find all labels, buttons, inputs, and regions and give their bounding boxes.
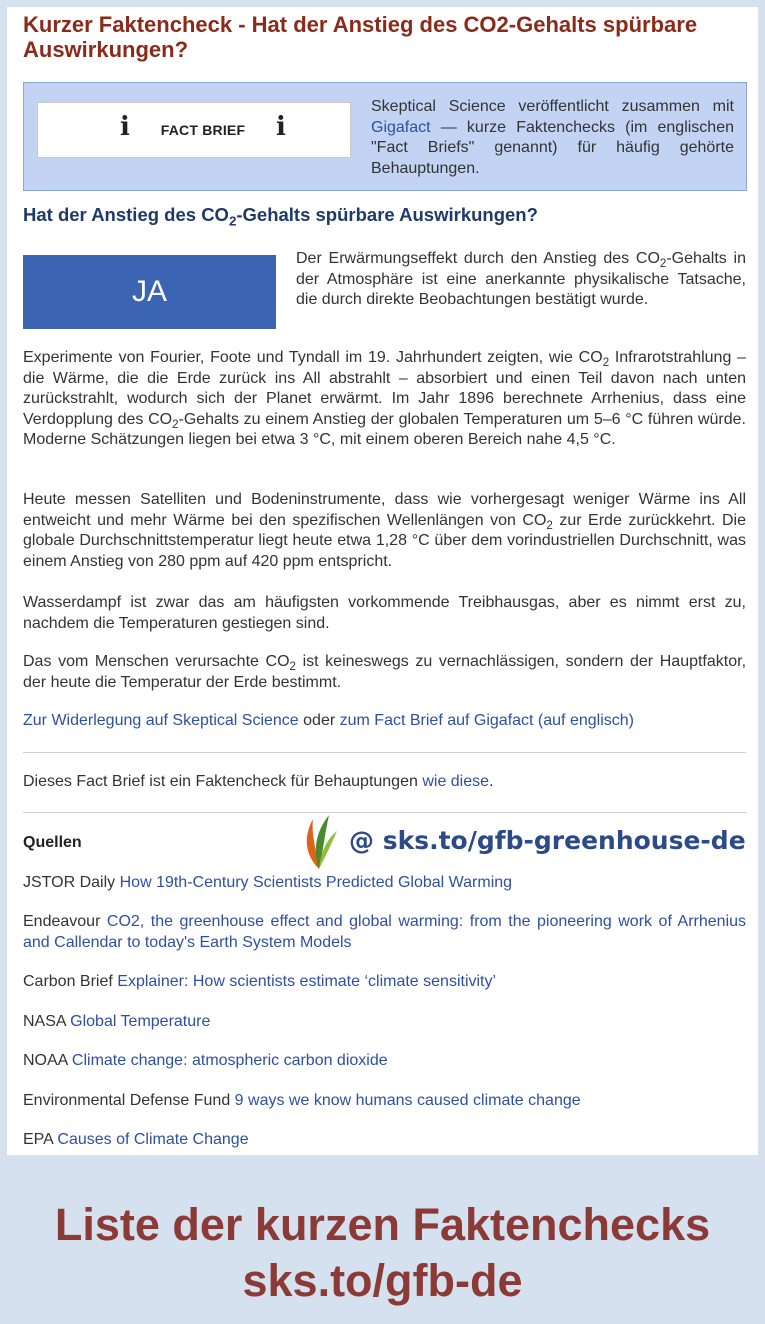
info-icon: i [120, 112, 130, 142]
source-link[interactable]: Explainer: How scientists estimate ‘climate sensitivity’ [117, 973, 497, 990]
footer-banner [0, 1197, 765, 1309]
gigafact-link[interactable]: Gigafact [371, 118, 431, 136]
source-link[interactable]: Climate change: atmospheric carbon dioxide [71, 1052, 388, 1069]
claim-text-start: Dieses Fact Brief ist ein Faktencheck für Behauptungen [23, 773, 423, 790]
para2-text-b: zur Erde zurückkehrt. Die globale Durchschnittstemperatur liegt heute etwa 1,28 °C über dem vorindustriellen Durchschnitt, was einem Anstieg von 280 ppm auf 420 ppm entspricht. [23, 511, 747, 570]
further-links-line [23, 711, 746, 732]
source-name: JSTOR Daily [23, 874, 120, 891]
intro-subscript: 2 [659, 258, 667, 271]
para1-subscript-1: 2 [602, 357, 610, 370]
question-text-end: -Gehalts spürbare Auswirkungen? [236, 204, 538, 225]
source-item [23, 972, 746, 993]
page-title: Kurzer Faktencheck - Hat der Anstieg des CO2-Gehalts spürbare Auswirkungen? [23, 12, 698, 62]
fact-brief-description [371, 97, 734, 179]
intro-text-start: Der Erwärmungseffekt durch den Anstieg des CO [296, 250, 660, 267]
source-name: EPA [23, 1131, 58, 1148]
question-heading [23, 204, 743, 229]
source-item [23, 1051, 746, 1072]
fact-brief-badge [37, 102, 351, 158]
source-link[interactable]: How 19th-Century Scientists Predicted Global Warming [119, 874, 513, 891]
sources-heading: Quellen [23, 834, 82, 851]
shortlink-handle: @ sks.to/gfb-greenhouse-de [349, 826, 746, 855]
para1-text-a: Experimente von Fourier, Foote und Tyndall im 19. Jahrhundert zeigten, wie CO [23, 349, 603, 366]
skeptical-science-logo-icon [299, 811, 339, 871]
fact-brief-label: FACT BRIEF [160, 122, 246, 138]
intro-text-end: -Gehalts in der Atmosphäre ist eine anerkannte physikalische Tatsache, die durch direkte Beobachtungen bestätigt wurde. [296, 250, 746, 308]
claim-text-end: . [489, 773, 494, 790]
source-name: NOAA [23, 1052, 72, 1069]
footer-url: sks.to/gfb-de [242, 1255, 523, 1306]
links-connector: oder [298, 712, 340, 729]
paragraph-history [23, 348, 746, 451]
source-name: NASA [23, 1013, 71, 1030]
para4-text-a: Das vom Menschen verursachte CO [23, 653, 290, 670]
source-name: Endeavour [23, 913, 107, 930]
source-link[interactable]: Global Temperature [70, 1013, 211, 1030]
source-item [23, 1012, 746, 1033]
skeptical-science-link[interactable]: Zur Widerlegung auf Skeptical Science [23, 712, 299, 729]
source-item [23, 1091, 746, 1112]
claims-link[interactable]: wie diese [422, 773, 490, 790]
para4-subscript: 2 [289, 661, 296, 674]
para2-text-a: Heute messen Satelliten und Bodeninstrumente, dass wie vorhergesagt weniger Wärme ins All entweicht und mehr Wärme bei den spezifischen Wellenlängen von CO [23, 491, 746, 529]
brief-text-end: — kurze Faktenchecks (im englischen "Fact Briefs" genannt) für häufig gehörte Behauptungen. [371, 118, 734, 177]
brief-text-start: Skeptical Science veröffentlicht zusammen mit [371, 98, 734, 115]
source-item [23, 1130, 746, 1151]
footer-title: Liste der kurzen Faktenchecks [54, 1199, 711, 1250]
gigafact-brief-link[interactable]: zum Fact Brief auf Gigafact (auf englisch) [339, 712, 634, 729]
question-text-start: Hat der Anstieg des CO [23, 204, 229, 225]
claim-line [23, 772, 746, 793]
info-icon: i [276, 112, 286, 142]
source-link[interactable]: Causes of Climate Change [57, 1131, 249, 1148]
source-name: Environmental Defense Fund [23, 1092, 235, 1109]
source-link[interactable]: CO2, the greenhouse effect and global warming: from the pioneering work of Arrhenius and Callendar to today's Earth System Models [23, 913, 746, 951]
answer-badge: JA [23, 255, 276, 329]
para1-text-c: -Gehalts zu einem Anstieg der globalen Temperaturen um 5–6 °C führen würde. Moderne Schätzungen liegen bei etwa 3 °C, mit einem oberen Bereich nahe 4,5 °C. [23, 410, 747, 448]
para2-subscript: 2 [546, 519, 553, 532]
divider [23, 752, 746, 753]
source-item [23, 873, 746, 894]
paragraph-water-vapor: Wasserdampf ist zwar das am häufigsten vorkommende Treibhausgas, aber es nimmt erst zu, nachdem die Temperaturen gestiegen sind. [23, 594, 746, 632]
source-name: Carbon Brief [23, 973, 118, 990]
fact-brief-card [7, 7, 758, 1155]
paragraph-human-co2 [23, 652, 746, 693]
para4-text-b: ist keineswegs zu vernachlässigen, sondern der Hauptfaktor, der heute die Temperatur der Erde bestimmt. [23, 653, 747, 691]
paragraph-measurements [23, 490, 746, 572]
divider [23, 812, 746, 813]
para1-subscript-2: 2 [172, 418, 179, 431]
question-subscript: 2 [228, 213, 237, 229]
fact-brief-intro-box [23, 82, 747, 191]
intro-paragraph [296, 249, 746, 311]
para1-text-b: Infrarotstrahlung – die Wärme, die die Erde zurück ins All abstrahlt – absorbiert und einen Teil davon nach unten zurückstrahlt, wodurch sich der Planet erwärmt. Im Jahr 1896 berechnete Arrhenius, dass eine Verdopplung des CO [23, 349, 746, 428]
source-item [23, 912, 746, 953]
source-link[interactable]: 9 ways we know humans caused climate change [234, 1092, 581, 1109]
